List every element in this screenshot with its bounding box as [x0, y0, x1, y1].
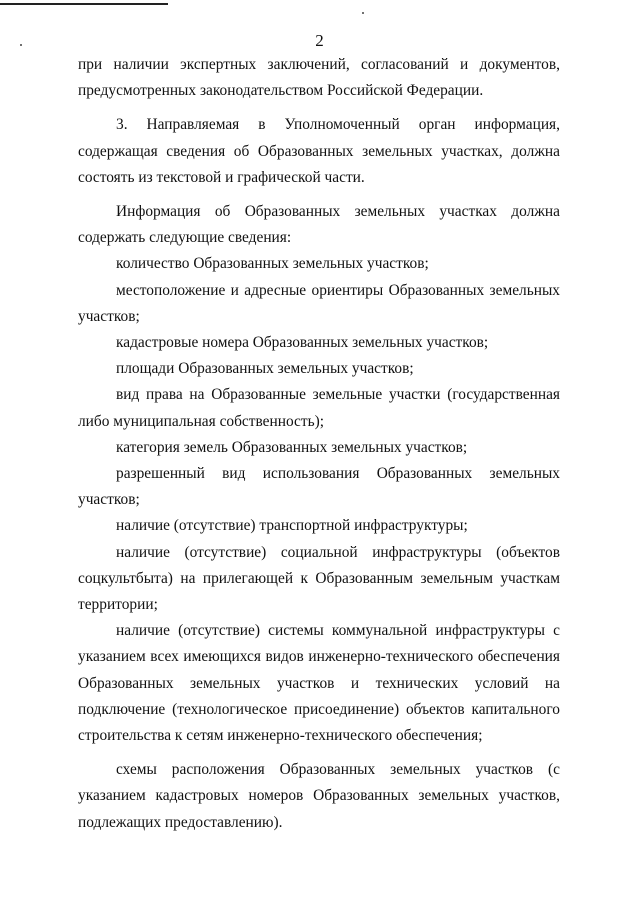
paragraph-item-3: 3. Направляемая в Уполномоченный орган информация, содержащая сведения об Образованных земельных участках, должна состоять из текстовой и графической части.: [78, 116, 560, 186]
list-item-areas: площади Образованных земельных участков;: [116, 360, 414, 378]
scan-artifact-dot: [362, 12, 364, 14]
paragraph-info-intro: Информация об Образованных земельных участках должна содержать следующие сведения:: [78, 203, 560, 247]
paragraph-continuation: при наличии экспертных заключений, согласований и документов, предусмотренных законодательством Российской Федерации.: [78, 56, 560, 100]
list-item-count: количество Образованных земельных участков;: [116, 255, 429, 273]
list-item-utilities: наличие (отсутствие) системы коммунальной инфраструктуры с указанием всех имеющихся видов инженерно-технического обеспечения Образованных земельных участков и технических условий на подключение (технологическое присоединение) объектов капитального строительства к сетям инженерно-технического обеспечения;: [78, 622, 560, 745]
list-item-permitted-use: разрешенный вид использования Образованных земельных участков;: [78, 465, 560, 509]
document-body: [78, 52, 560, 836]
list-item-transport: наличие (отсутствие) транспортной инфраструктуры;: [116, 517, 468, 535]
page-number: 2: [315, 31, 324, 50]
scan-artifact-line: [0, 3, 168, 5]
list-item-location: местоположение и адресные ориентиры Образованных земельных участков;: [78, 281, 560, 325]
list-item-schemes: схемы расположения Образованных земельных участков (с указанием кадастровых номеров Образованных земельных участков, подлежащих предоставлению).: [78, 761, 560, 831]
list-item-cadastral-numbers: кадастровые номера Образованных земельных участков;: [116, 334, 489, 352]
list-item-social: наличие (отсутствие) социальной инфраструктуры (объектов соцкультбыта) на прилегающей к Образованным земельным участкам территории;: [78, 543, 560, 614]
list-item-land-category: категория земель Образованных земельных участков;: [116, 438, 468, 456]
list-item-ownership: вид права на Образованные земельные участки (государственная либо муниципальная собственность);: [78, 386, 560, 430]
